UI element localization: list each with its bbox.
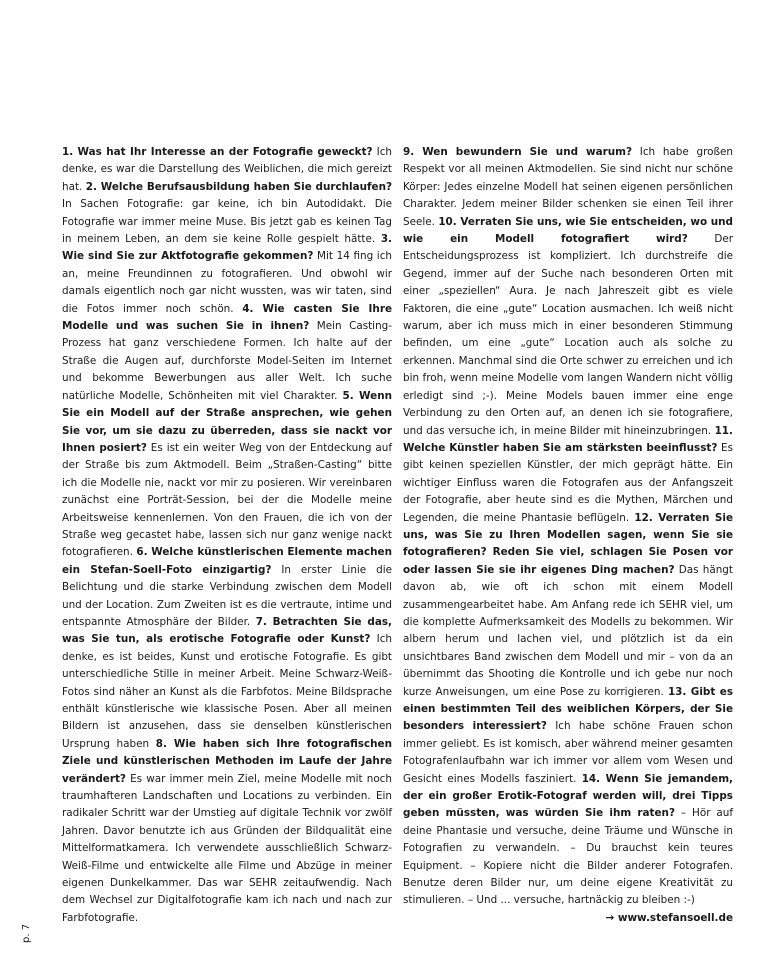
answer-2: In Sachen Fotografie: gar keine, ich bin Autodidakt. Die Fotografie war immer meine Muse. Bis jetzt gab es keinen Tag in meinem Leben, an dem sie keine Rolle gespielt hätte. — [62, 198, 392, 246]
question-11: 11. Welche Künstler haben Sie am stärksten beeinflusst? — [403, 424, 733, 454]
question-7: 7. Betrachten Sie das, was Sie tun, als erotische Fotografie oder Kunst? — [62, 615, 392, 646]
question-4: 4. Wie casten Sie Ihre Modelle und was suchen Sie in ihnen? — [62, 302, 392, 333]
question-10: 10. Verraten Sie uns, wie Sie entscheiden, wo und wie ein Modell fotografiert wird? — [403, 215, 733, 246]
answer-9: Ich habe großen Respekt vor all meinen Aktmodellen. Sie sind nicht nur schöne Körper: Jedes einzelne Modell hat seinen eigenen persönlichen Charakter. Jedem meiner Bilder schenken sie einen Teil ihrer Seele. — [403, 146, 734, 228]
answer-14: – Hör auf deine Phantasie und versuche, deine Träume und Wünsche in Fotografien zu verwandeln. – Du brauchst kein teures Equipment. – Kopiere nicht die Bilder anderer Fotografen. Benutze deren Bilder nur, um deine eigene Kreativität zu stimulieren. – Und ... versuche, hartnäckig zu bleiben :-) — [403, 807, 733, 907]
answer-10: Der Entscheidungsprozess ist kompliziert. Ich durchstreife die Gegend, immer auf der Suche nach besonderen Orten mit einer „speziellen“ Aura. Je nach Jahreszeit gibt es viele Faktoren, die eine „gute“ Location ausmachen. Ich weiß nicht warum, aber ich muss mich in einer besonderen Stimmung befinden, um eine „gute“ Location auch als solche zu erkennen. Manchmal sind die Orte schwer zu erreichen und ich bin froh, wenn meine Modelle vom langen Wandern nicht völlig erledigt sind ;-). Meine Models bauen immer eine enge Verbindung zu den Orten auf, an denen ich sie fotografiere, und das versuche ich, in meine Bilder mit hineinzubringen. — [403, 233, 733, 437]
answer-12: Das hängt davon ab, wie oft ich schon mit einem Modell zusammengearbeitet habe. Am Anfang rede ich SEHR viel, um die komplette Aufmerksamkeit des Modells zu bekommen. Wir albern herum und lachen viel, und plötzlich ist da ein unsichtbares Band zwischen dem Modell und mir – von da an übernimmt das Shooting die Kontrolle und ich gebe nur noch kurze Anweisungen, um eine Pose zu korrigieren. — [403, 563, 733, 698]
question-2: 2. Welche Berufsausbildung haben Sie durchlaufen? — [85, 180, 392, 193]
answer-8: Es war immer mein Ziel, meine Modelle mit noch traumhafteren Landschaften und Locations zu verbinden. Ein radikaler Schritt war der Umstieg auf digitale Technik vor zwölf Jahren. Davor benutzte ich aus Gründen der Bildqualität eine Mittelformatkamera. Ich verwendete ausschließlich Schwarz-Weiß-Filme und entwickelte alle Filme und Abzüge in meiner eigenen Dunkelkammer. Das war SEHR zeitaufwendig. Nach dem Wechsel zur Digitalfotografie kam ich nach und nach zur Farbfotografie. — [62, 772, 392, 924]
answer-5: Es ist ein weiter Weg von der Entdeckung auf der Straße bis zum Aktmodell. Beim „Straßen-Casting“ bitte ich die Modelle nie, nackt vor mir zu posieren. Wir vereinbaren zunächst eine Porträt-Session, bei der die Modelle meine Arbeitsweise kennenlernen. Von den Frauen, die ich von der Straße weg gecastet habe, lassen sich nur ganz wenige nackt fotografieren. — [62, 441, 392, 559]
answer-4: Mein Casting-Prozess hat ganz verschiedene Formen. Ich halte auf der Straße die Augen auf, durchforste Model-Seiten im Internet und bekomme Bewerbungen aus aller Welt. Ich suche natürliche Modelle, Schönheiten mit viel Charakter. — [62, 320, 392, 402]
answer-11: Es gibt keinen speziellen Künstler, der mich geprägt hätte. Ein wichtiger Einfluss waren die Fotografen aus der Anfangszeit der Fotografie, aber heute sind es die Mythen, Märchen und Legenden, die meine Phantasie beflügeln. — [403, 441, 733, 524]
question-13: 13. Gibt es einen bestimmten Teil des weiblichen Körpers, der Sie besonders interessiert? — [403, 685, 734, 733]
left-text-column — [62, 144, 392, 927]
question-14: 14. Wenn Sie jemandem, der ein großer Erotik-Fotograf werden will, drei Tipps geben müssten, was würden Sie ihm raten? — [403, 772, 733, 820]
question-9: 9. Wen bewundern Sie und warum? — [403, 146, 633, 158]
website-link[interactable]: → www.stefansoell.de — [605, 911, 733, 924]
question-1: 1. Was hat Ihr Interesse an der Fotografie geweckt? — [62, 146, 373, 158]
question-12: 12. Verraten Sie uns, was Sie zu Ihren Modellen sagen, wenn Sie sie fotografieren? Reden Sie viel, schlagen Sie Posen vor oder lassen Sie sie ihr eigenes Ding machen? — [403, 511, 733, 576]
answer-6: In erster Linie die Belichtung und die starke Verbindung zwischen dem Modell und der Location. Zum Zweiten ist es die vertraute, intime und entspannte Atmosphäre der Bilder. — [62, 563, 392, 628]
answer-3: Mit 14 fing ich an, meine Freundinnen zu fotografieren. Und obwohl wir damals eigentlich noch gar nicht wussten, was wir taten, sind die Fotos immer noch schön. — [62, 250, 392, 315]
answer-13: Ich habe schöne Frauen schon immer geliebt. Es ist komisch, aber während meiner gesamten Fotografenlaufbahn war ich immer vor allem vom Wesen und Gesicht eines Modells fasziniert. — [403, 720, 733, 785]
question-5: 5. Wenn Sie ein Modell auf der Straße ansprechen, wie gehen Sie vor, um sie dazu zu überreden, dass sie nackt vor Ihnen posiert? — [62, 389, 392, 454]
right-text-column — [403, 144, 733, 927]
question-8: 8. Wie haben sich Ihre fotografischen Ziele und künstlerischen Methoden im Laufe der Jahre verändert? — [62, 737, 392, 785]
question-6: 6. Welche künstlerischen Elemente machen ein Stefan-Soell-Foto einzigartig? — [62, 546, 392, 576]
answer-7: Ich denke, es ist beides, Kunst und erotische Fotografie. Es gibt unterschiedliche Stille in meiner Arbeit. Meine Schwarz-Weiß-Fotos sind näher an Kunst als die Farbfotos. Meine Bildsprache enthält künstlerische wie klassische Posen. Aber all meinen Bildern ist anzusehen, dass sie denselben künstlerischen Ursprung haben — [62, 633, 393, 750]
answer-1: Ich denke, es war die Darstellung des Weiblichen, die mich gereizt hat. — [62, 146, 392, 193]
question-3: 3. Wie sind Sie zur Aktfotografie gekommen? — [62, 233, 392, 263]
page-number: p. 7 — [21, 923, 32, 943]
